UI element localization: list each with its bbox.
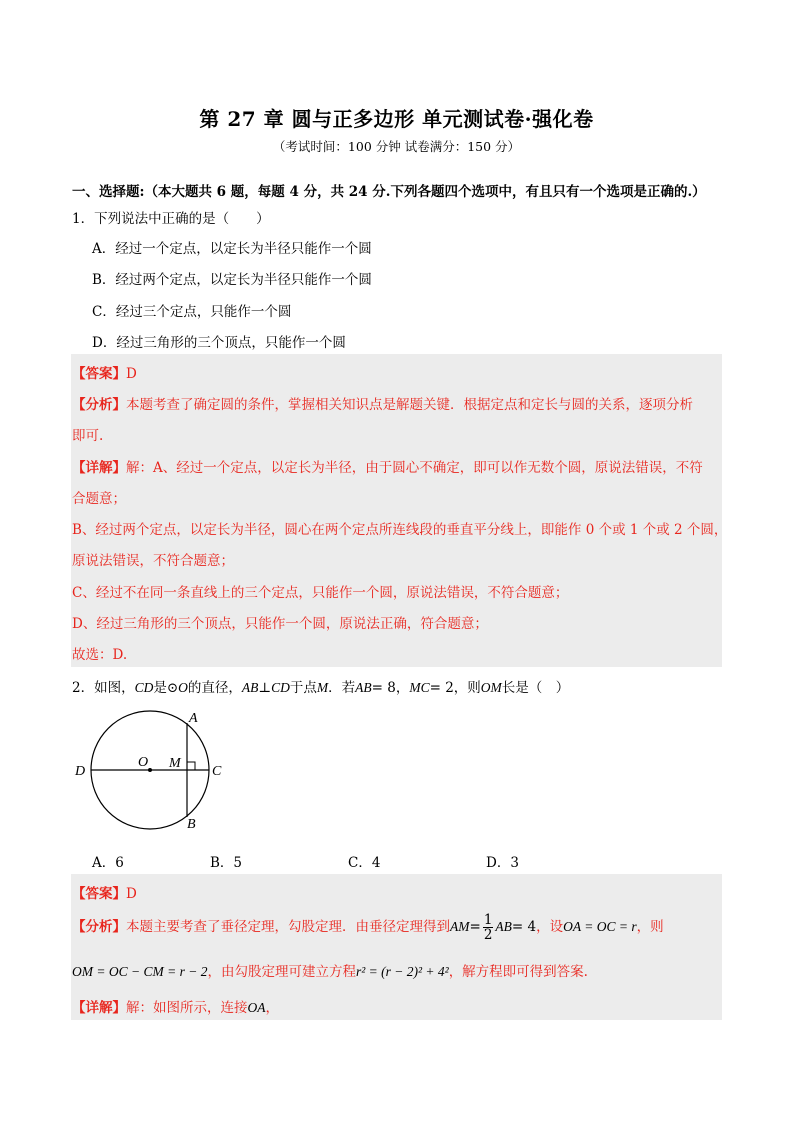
label-b: B bbox=[187, 817, 196, 832]
stem-text: 长是（ ） bbox=[501, 680, 570, 696]
fraction-denominator: 2 bbox=[483, 927, 493, 943]
stem-math: MC bbox=[409, 680, 430, 695]
stem-math: M bbox=[316, 680, 329, 695]
circle-diagram bbox=[72, 705, 242, 835]
analysis-text: ，设 bbox=[536, 919, 564, 935]
question-2-option-b: B．5 bbox=[210, 855, 243, 871]
fraction-numerator: 1 bbox=[483, 912, 493, 928]
label-m: M bbox=[169, 756, 181, 771]
stem-text: = 8， bbox=[371, 680, 410, 696]
question-1-option-c: C．经过三个定点，只能作一个圆 bbox=[92, 304, 292, 320]
analysis-text: ，解方程即可得到答案. bbox=[448, 964, 588, 980]
label-o: O bbox=[138, 755, 149, 770]
math-am: AM bbox=[450, 919, 470, 934]
stem-text: 2．如图， bbox=[72, 680, 135, 696]
math-om: OM = OC − CM = r − 2 bbox=[72, 964, 208, 979]
answer-value: D bbox=[126, 886, 137, 902]
detail-line: 合题意； bbox=[72, 491, 126, 507]
math-eq4: = 4 bbox=[511, 919, 537, 935]
detail-line: 故选：D. bbox=[72, 647, 128, 663]
analysis-text: ，由勾股定理可建立方程 bbox=[207, 964, 356, 980]
detail-label: 【详解】 bbox=[72, 460, 126, 476]
question-1-stem: 1．下列说法中正确的是（ ） bbox=[72, 211, 270, 227]
stem-text: 于点 bbox=[289, 680, 317, 696]
question-2-detail bbox=[72, 996, 279, 1016]
question-2-option-a: A．6 bbox=[92, 855, 124, 871]
stem-math: O bbox=[178, 680, 188, 695]
math-oa-oc-r: OA = OC = r bbox=[563, 919, 637, 934]
math-ab: AB bbox=[495, 919, 512, 934]
question-1-analysis bbox=[72, 393, 693, 413]
page-title: 第 27 章 圆与正多边形 单元测试卷·强化卷 bbox=[199, 107, 594, 131]
exam-info: （考试时间：100 分钟 试卷满分：150 分） bbox=[272, 139, 521, 154]
section-heading: 一、选择题:（本大题共 6 题，每题 4 分，共 24 分.下列各题四个选项中，有且只有一个选项是正确的.） bbox=[72, 184, 706, 200]
stem-math: AB bbox=[241, 680, 259, 695]
center-point bbox=[148, 768, 152, 772]
detail-text: ， bbox=[265, 1000, 279, 1016]
stem-math: CD bbox=[271, 680, 290, 695]
question-2-analysis bbox=[72, 913, 664, 942]
question-1-option-b: B．经过两个定点，以定长为半径只能作一个圆 bbox=[92, 272, 372, 288]
math-oa: OA bbox=[247, 1000, 266, 1015]
fraction-one-half bbox=[483, 913, 494, 942]
stem-text: ．若 bbox=[328, 680, 356, 696]
stem-text: ⊥ bbox=[258, 680, 272, 696]
question-1-detail bbox=[72, 456, 703, 476]
math-equation: r² = (r − 2)² + 4² bbox=[355, 964, 449, 979]
question-2-option-c: C．4 bbox=[348, 855, 381, 871]
answer-label: 【答案】 bbox=[72, 366, 126, 382]
detail-text: 解：如图所示，连接 bbox=[126, 1000, 248, 1016]
question-2-analysis-cont bbox=[72, 960, 588, 980]
detail-line: C、经过不在同一条直线上的三个定点，只能作一个圆，原说法错误，不符合题意； bbox=[72, 585, 569, 601]
detail-label: 【详解】 bbox=[72, 1000, 126, 1016]
question-2-option-d: D．3 bbox=[486, 855, 519, 871]
label-d: D bbox=[75, 764, 86, 779]
analysis-label: 【分析】 bbox=[72, 397, 126, 413]
question-1-option-a: A．经过一个定点，以定长为半径只能作一个圆 bbox=[92, 241, 372, 257]
detail-line: B、经过两个定点，以定长为半径，圆心在两个定点所连线段的垂直平分线上，即能作 0 个或 1 个或 2 个圆， bbox=[72, 522, 728, 538]
analysis-text: 本题考查了确定圆的条件，掌握相关知识点是解题关键．根据定点和定长与圆的关系，逐项分析 bbox=[126, 397, 693, 413]
analysis-text: ，则 bbox=[636, 919, 664, 935]
answer-value: D bbox=[126, 366, 137, 382]
stem-math: OM bbox=[480, 680, 502, 695]
label-a: A bbox=[189, 711, 198, 726]
stem-text: 是⊙ bbox=[153, 680, 179, 696]
math-eq: = bbox=[469, 919, 481, 935]
detail-line: 解：A、经过一个定点，以定长为半径，由于圆心不确定，即可以作无数个圆，原说法错误，不符 bbox=[126, 460, 703, 476]
question-2-answer bbox=[72, 882, 137, 902]
analysis-label: 【分析】 bbox=[72, 919, 126, 935]
question-2-stem bbox=[72, 676, 569, 696]
answer-label: 【答案】 bbox=[72, 886, 126, 902]
detail-line: D、经过三角形的三个顶点，只能作一个圆，原说法正确，符合题意； bbox=[72, 616, 488, 632]
question-1-analysis-cont: 即可. bbox=[72, 428, 104, 444]
stem-math: CD bbox=[134, 680, 154, 695]
question-1-answer bbox=[72, 362, 137, 382]
stem-math: AB bbox=[355, 680, 372, 695]
stem-text: 的直径， bbox=[187, 680, 242, 696]
label-c: C bbox=[212, 764, 222, 779]
right-angle-mark bbox=[187, 762, 195, 770]
analysis-text: 本题主要考查了垂径定理，勾股定理．由垂径定理得到 bbox=[126, 919, 450, 935]
stem-text: = 2，则 bbox=[429, 680, 481, 696]
question-1-option-d: D．经过三角形的三个顶点，只能作一个圆 bbox=[92, 335, 346, 351]
detail-line: 原说法错误，不符合题意； bbox=[72, 553, 234, 569]
